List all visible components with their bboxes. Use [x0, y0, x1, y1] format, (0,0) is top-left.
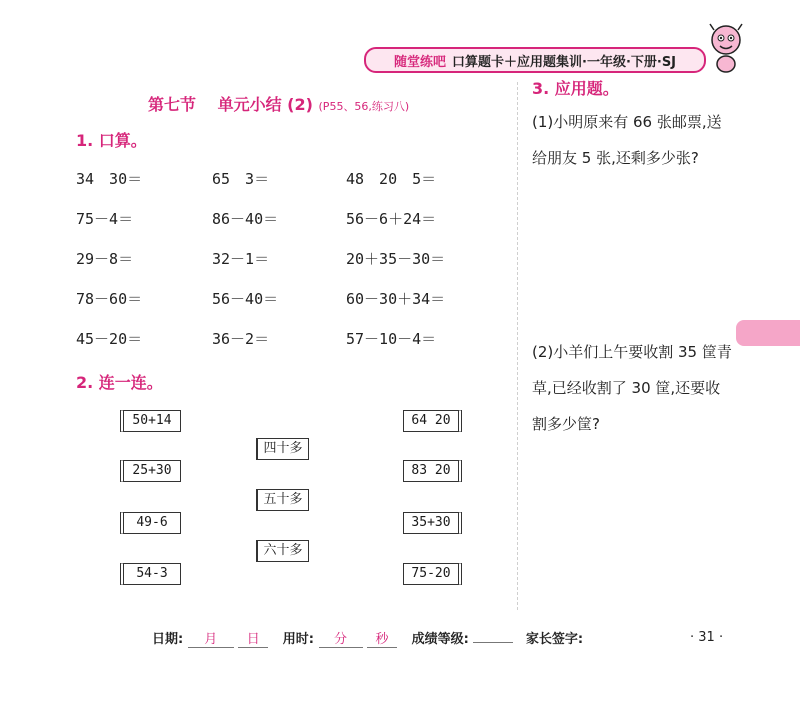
match-left-item[interactable]: 50+14: [120, 410, 181, 432]
time-label: 用时:: [282, 632, 314, 647]
equation: 60－30＋34＝: [346, 290, 446, 308]
equation: 29－8＝: [76, 250, 134, 268]
page-reference: (P55、56,练习八): [318, 100, 410, 113]
match-right-item[interactable]: 64 20: [403, 410, 462, 432]
equation: 32－1＝: [212, 250, 270, 268]
equation: 78－60＝: [76, 290, 143, 308]
match-middle-item[interactable]: 四十多: [256, 438, 309, 460]
column-divider: [517, 82, 518, 610]
second-field[interactable]: 秒: [367, 628, 397, 648]
match-right-item[interactable]: 35+30: [403, 512, 462, 534]
section-word-problems: 3. 应用题。: [532, 79, 619, 98]
equation: 48 20 5＝: [346, 170, 437, 188]
equation: 57－10－4＝: [346, 330, 437, 348]
chapter-label: 第七节: [148, 95, 197, 114]
word-problem-2: (2)小羊们上午要收割 35 筐青草,已经收割了 30 筐,还要收割多少筐?: [532, 343, 732, 433]
equation: 86－40＝: [212, 210, 279, 228]
day-field[interactable]: 日: [238, 628, 268, 648]
section-title: [148, 92, 409, 115]
book-header: [364, 47, 706, 73]
match-left-item[interactable]: 54-3: [120, 563, 181, 585]
page-number: · 31 ·: [690, 630, 724, 645]
header-series: 口算题卡＋应用题集训·一年级·下册·SJ: [452, 54, 677, 70]
equation: 65 3＝: [212, 170, 270, 188]
equation: 34 30＝: [76, 170, 143, 188]
grade-field[interactable]: [473, 642, 513, 643]
minute-field[interactable]: 分: [319, 628, 363, 648]
equation: 45－20＝: [76, 330, 143, 348]
footer-record: [152, 628, 583, 648]
section-mental-math: 1. 口算。: [76, 131, 147, 150]
month-field[interactable]: 月: [188, 628, 234, 648]
match-left-item[interactable]: 49-6: [120, 512, 181, 534]
equation: 20＋35－30＝: [346, 250, 446, 268]
date-label: 日期:: [152, 632, 184, 647]
match-left-item[interactable]: 25+30: [120, 460, 181, 482]
grade-label: 成绩等级:: [411, 632, 469, 647]
section-matching: 2. 连一连。: [76, 373, 163, 392]
page-tab: [736, 320, 800, 346]
equation: 56－40＝: [212, 290, 279, 308]
word-problem-1: (1)小明原来有 66 张邮票,送给朋友 5 张,还剩多少张?: [532, 113, 722, 167]
header-brand: 随堂练吧: [393, 54, 446, 70]
unit-name: 单元小结 (2): [217, 95, 313, 114]
match-middle-item[interactable]: 五十多: [256, 489, 309, 511]
parent-signature-label: 家长签字:: [525, 632, 584, 647]
match-middle-item[interactable]: 六十多: [256, 540, 309, 562]
equation: 36－2＝: [212, 330, 270, 348]
equation: 75－4＝: [76, 210, 134, 228]
equation: 56－6＋24＝: [346, 210, 437, 228]
match-right-item[interactable]: 83 20: [403, 460, 462, 482]
match-right-item[interactable]: 75-20: [403, 563, 462, 585]
mascot-icon: [706, 22, 746, 74]
